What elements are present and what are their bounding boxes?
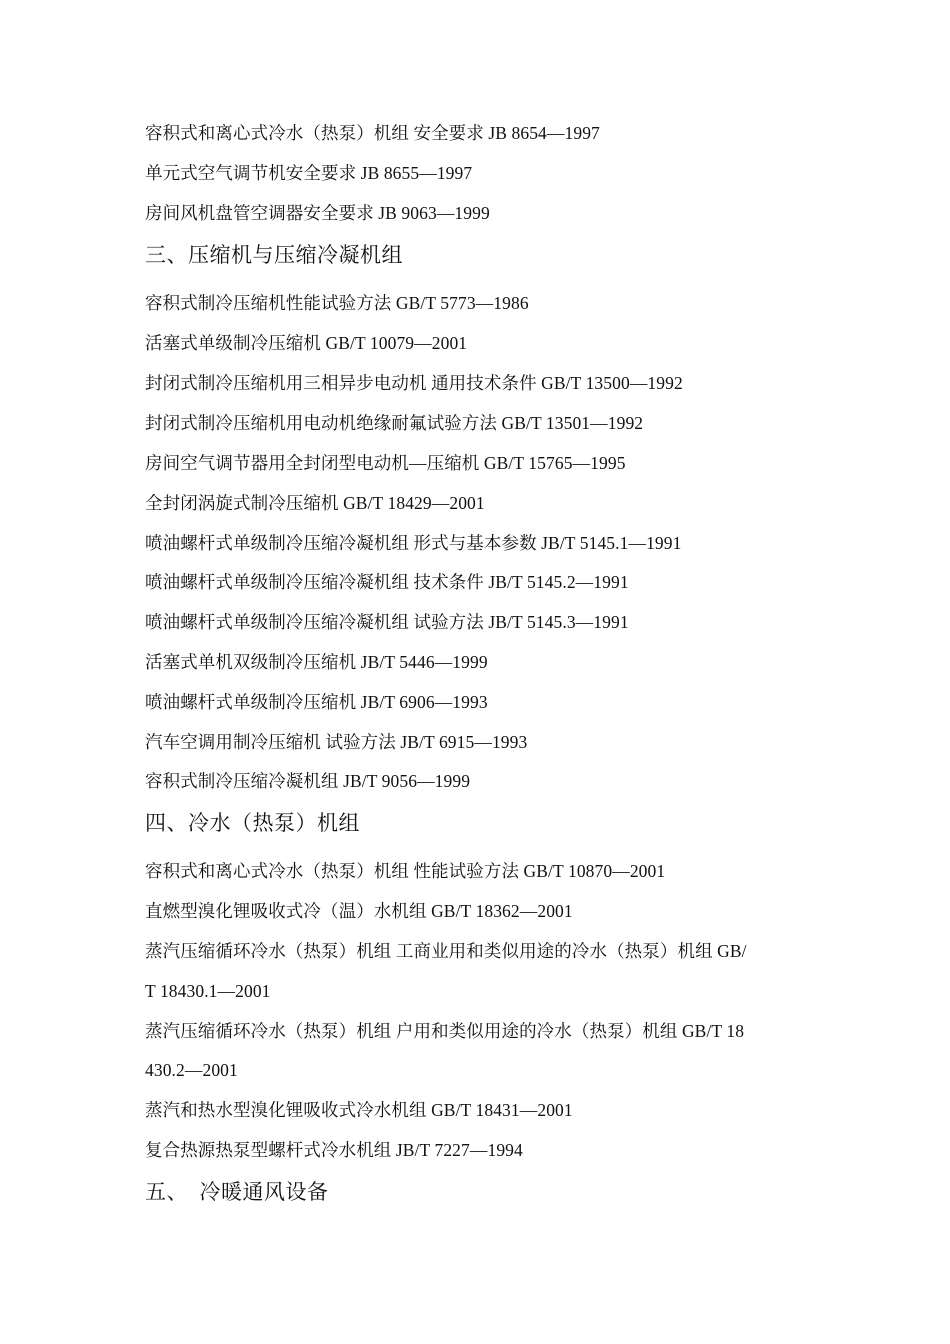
standard-line: 喷油螺杆式单级制冷压缩冷凝机组 形式与基本参数 JB/T 5145.1—1991 [145,533,682,553]
standard-line: 喷油螺杆式单级制冷压缩冷凝机组 试验方法 JB/T 5145.3—1991 [145,612,629,632]
standard-line: 全封闭涡旋式制冷压缩机 GB/T 18429—2001 [145,493,485,513]
standard-line: 容积式和离心式冷水（热泵）机组 安全要求 JB 8654—1997 [145,123,600,143]
standard-line: 复合热源热泵型螺杆式冷水机组 JB/T 7227—1994 [145,1140,523,1160]
standard-line: T 18430.1—2001 [145,981,271,1001]
standard-line: 容积式和离心式冷水（热泵）机组 性能试验方法 GB/T 10870—2001 [145,861,666,881]
standard-line: 容积式制冷压缩机性能试验方法 GB/T 5773—1986 [145,293,529,313]
standard-line: 房间风机盘管空调器安全要求 JB 9063—1999 [145,203,490,223]
standard-line: 喷油螺杆式单级制冷压缩机 JB/T 6906—1993 [145,692,488,712]
standard-line: 活塞式单机双级制冷压缩机 JB/T 5446—1999 [145,652,488,672]
standard-line: 活塞式单级制冷压缩机 GB/T 10079—2001 [145,333,468,353]
standard-line: 蒸汽和热水型溴化锂吸收式冷水机组 GB/T 18431—2001 [145,1100,573,1120]
standard-line: 汽车空调用制冷压缩机 试验方法 JB/T 6915—1993 [145,732,528,752]
standard-line: 房间空气调节器用全封闭型电动机—压缩机 GB/T 15765—1995 [145,453,626,473]
standard-line: 喷油螺杆式单级制冷压缩冷凝机组 技术条件 JB/T 5145.2—1991 [145,572,629,592]
section-heading: 四、冷水（热泵）机组 [145,811,360,835]
section-heading: 五、 冷暖通风设备 [145,1180,329,1204]
standard-line: 蒸汽压缩循环冷水（热泵）机组 工商业用和类似用途的冷水（热泵）机组 GB/ [145,941,747,961]
standard-line: 封闭式制冷压缩机用三相异步电动机 通用技术条件 GB/T 13500—1992 [145,373,683,393]
standard-line: 封闭式制冷压缩机用电动机绝缘耐氟试验方法 GB/T 13501—1992 [145,413,644,433]
standard-line: 容积式制冷压缩冷凝机组 JB/T 9056—1999 [145,771,471,791]
standard-line: 直燃型溴化锂吸收式冷（温）水机组 GB/T 18362—2001 [145,901,573,921]
standard-line: 单元式空气调节机安全要求 JB 8655—1997 [145,163,473,183]
standard-line: 430.2—2001 [145,1060,238,1080]
standard-line: 蒸汽压缩循环冷水（热泵）机组 户用和类似用途的冷水（热泵）机组 GB/T 18 [145,1021,745,1041]
section-heading: 三、压缩机与压缩冷凝机组 [145,243,403,267]
